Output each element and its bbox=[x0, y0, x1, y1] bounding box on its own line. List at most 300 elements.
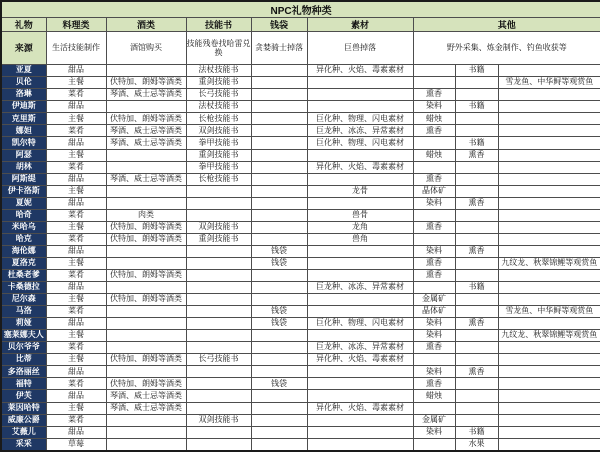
moneybag-cell bbox=[251, 209, 307, 221]
other-sub3-cell bbox=[498, 414, 600, 426]
other-sub2-cell bbox=[455, 390, 498, 402]
moneybag-cell bbox=[251, 366, 307, 378]
other-sub1-cell: 晶体矿 bbox=[413, 185, 455, 197]
other-sub2-cell bbox=[455, 125, 498, 137]
other-sub3-cell bbox=[498, 185, 600, 197]
material-cell bbox=[307, 378, 413, 390]
other-sub3-cell bbox=[498, 245, 600, 257]
other-sub1-cell: 熏香 bbox=[413, 257, 455, 269]
alcohol-cell bbox=[106, 161, 186, 173]
moneybag-cell bbox=[251, 294, 307, 306]
cooking-cell: 主餐 bbox=[46, 77, 106, 89]
cooking-cell: 菜肴 bbox=[46, 414, 106, 426]
table-title-row bbox=[1, 1, 600, 18]
cooking-cell: 甜品 bbox=[46, 318, 106, 330]
cooking-cell: 菜肴 bbox=[46, 233, 106, 245]
material-cell: 异化种、火焰、毒素素材 bbox=[307, 161, 413, 173]
skillbook-cell bbox=[186, 366, 251, 378]
skillbook-cell: 法杖技能书 bbox=[186, 65, 251, 77]
cooking-cell: 菜肴 bbox=[46, 306, 106, 318]
col-header-cooking: 料理类 bbox=[46, 18, 106, 32]
other-sub2-cell bbox=[455, 414, 498, 426]
table-row bbox=[1, 125, 600, 137]
cooking-cell: 主餐 bbox=[46, 330, 106, 342]
npc-name-cell: 贝尔爷爷 bbox=[1, 342, 46, 354]
material-cell bbox=[307, 426, 413, 438]
material-cell: 巨化种、物理、闪电素材 bbox=[307, 113, 413, 125]
other-sub1-cell: 染料 bbox=[413, 366, 455, 378]
skillbook-cell bbox=[186, 197, 251, 209]
npc-name-cell: 阿斯缇 bbox=[1, 173, 46, 185]
other-sub1-cell bbox=[413, 65, 455, 77]
moneybag-cell bbox=[251, 354, 307, 366]
table-title: NPC礼物种类 bbox=[1, 1, 600, 18]
skillbook-cell: 双剑技能书 bbox=[186, 414, 251, 426]
skillbook-cell bbox=[186, 378, 251, 390]
npc-name-cell: 米哈乌 bbox=[1, 221, 46, 233]
skillbook-cell bbox=[186, 270, 251, 282]
skillbook-cell: 长枪技能书 bbox=[186, 173, 251, 185]
skillbook-cell bbox=[186, 294, 251, 306]
npc-name-cell: 多洛丽丝 bbox=[1, 366, 46, 378]
skillbook-cell: 长弓技能书 bbox=[186, 89, 251, 101]
other-sub1-cell: 蜡烛 bbox=[413, 113, 455, 125]
moneybag-cell bbox=[251, 221, 307, 233]
other-sub3-cell bbox=[498, 438, 600, 451]
other-sub2-cell: 书籍 bbox=[455, 137, 498, 149]
alcohol-cell bbox=[106, 185, 186, 197]
skillbook-cell bbox=[186, 330, 251, 342]
skillbook-cell: 长枪技能书 bbox=[186, 113, 251, 125]
skillbook-cell bbox=[186, 245, 251, 257]
npc-name-cell: 莱因哈特 bbox=[1, 402, 46, 414]
alcohol-cell bbox=[106, 318, 186, 330]
col-header-alcohol: 酒类 bbox=[106, 18, 186, 32]
cooking-cell: 主餐 bbox=[46, 257, 106, 269]
col-header-moneybag: 钱袋 bbox=[251, 18, 307, 32]
cooking-cell: 甜品 bbox=[46, 245, 106, 257]
moneybag-cell bbox=[251, 113, 307, 125]
other-sub2-cell bbox=[455, 221, 498, 233]
cooking-cell: 甜品 bbox=[46, 282, 106, 294]
alcohol-cell: 肉类 bbox=[106, 209, 186, 221]
source-label-cell: 来源 bbox=[1, 32, 46, 65]
source-row bbox=[1, 32, 600, 65]
material-cell: 巨龙种、冰冻、异常素材 bbox=[307, 342, 413, 354]
material-cell bbox=[307, 366, 413, 378]
other-sub2-cell bbox=[455, 185, 498, 197]
alcohol-cell: 伏特加、朗姆等酒类 bbox=[106, 233, 186, 245]
table-row bbox=[1, 77, 600, 89]
moneybag-cell: 钱袋 bbox=[251, 245, 307, 257]
moneybag-cell bbox=[251, 173, 307, 185]
other-sub2-cell bbox=[455, 306, 498, 318]
skillbook-cell bbox=[186, 257, 251, 269]
cooking-cell: 菜肴 bbox=[46, 342, 106, 354]
moneybag-cell bbox=[251, 185, 307, 197]
moneybag-cell bbox=[251, 426, 307, 438]
other-sub1-cell bbox=[413, 438, 455, 451]
other-sub3-cell bbox=[498, 173, 600, 185]
other-sub2-cell bbox=[455, 89, 498, 101]
other-sub2-cell: 书籍 bbox=[455, 101, 498, 113]
alcohol-cell: 琴酒、威士忌等酒类 bbox=[106, 137, 186, 149]
other-sub2-cell bbox=[455, 270, 498, 282]
moneybag-cell bbox=[251, 197, 307, 209]
table-row bbox=[1, 221, 600, 233]
skillbook-cell: 重剑技能书 bbox=[186, 77, 251, 89]
alcohol-cell: 琴酒、威士忌等酒类 bbox=[106, 125, 186, 137]
npc-name-cell: 塞莱娜夫人 bbox=[1, 330, 46, 342]
cooking-cell: 菜肴 bbox=[46, 161, 106, 173]
table-row bbox=[1, 366, 600, 378]
skillbook-cell bbox=[186, 390, 251, 402]
skillbook-cell: 重剑技能书 bbox=[186, 149, 251, 161]
source-moneybag-cell: 贪婪骑士掉落 bbox=[251, 32, 307, 65]
skillbook-cell bbox=[186, 426, 251, 438]
npc-name-cell: 凯尔特 bbox=[1, 137, 46, 149]
alcohol-cell: 伏特加、朗姆等酒类 bbox=[106, 294, 186, 306]
other-sub2-cell: 熏香 bbox=[455, 245, 498, 257]
other-sub3-cell bbox=[498, 101, 600, 113]
other-sub2-cell bbox=[455, 161, 498, 173]
moneybag-cell bbox=[251, 402, 307, 414]
material-cell bbox=[307, 149, 413, 161]
table-row bbox=[1, 149, 600, 161]
cooking-cell: 菜肴 bbox=[46, 209, 106, 221]
cooking-cell: 主餐 bbox=[46, 149, 106, 161]
npc-name-cell: 艾薇儿 bbox=[1, 426, 46, 438]
moneybag-cell bbox=[251, 414, 307, 426]
npc-name-cell: 哈克 bbox=[1, 233, 46, 245]
other-sub3-cell bbox=[498, 354, 600, 366]
npc-name-cell: 比蒂 bbox=[1, 354, 46, 366]
moneybag-cell bbox=[251, 89, 307, 101]
skillbook-cell: 法杖技能书 bbox=[186, 101, 251, 113]
alcohol-cell: 伏特加、朗姆等酒类 bbox=[106, 270, 186, 282]
table-row bbox=[1, 390, 600, 402]
other-sub2-cell bbox=[455, 378, 498, 390]
other-sub2-cell bbox=[455, 402, 498, 414]
moneybag-cell: 钱袋 bbox=[251, 318, 307, 330]
other-sub1-cell bbox=[413, 161, 455, 173]
alcohol-cell bbox=[106, 197, 186, 209]
material-cell: 巨龙种、冰冻、异常素材 bbox=[307, 125, 413, 137]
source-other-cell: 野外采集、炼金制作、钓鱼收获等 bbox=[413, 32, 600, 65]
source-material-cell: 巨兽掉落 bbox=[307, 32, 413, 65]
other-sub3-cell: 雪龙鱼、中华鲟等观赏鱼 bbox=[498, 77, 600, 89]
material-cell bbox=[307, 294, 413, 306]
npc-name-cell: 杜桑老爹 bbox=[1, 270, 46, 282]
npc-name-cell: 伊迪斯 bbox=[1, 101, 46, 113]
other-sub3-cell: 九纹龙、秋翠锦鲤等观赏鱼 bbox=[498, 257, 600, 269]
moneybag-cell bbox=[251, 77, 307, 89]
col-header-material: 素材 bbox=[307, 18, 413, 32]
npc-name-cell: 卡桑德拉 bbox=[1, 282, 46, 294]
source-cooking-cell: 生活技能制作 bbox=[46, 32, 106, 65]
cooking-cell: 菜肴 bbox=[46, 125, 106, 137]
alcohol-cell: 琴酒、威士忌等酒类 bbox=[106, 402, 186, 414]
other-sub1-cell bbox=[413, 137, 455, 149]
npc-name-cell: 亚夏 bbox=[1, 65, 46, 77]
alcohol-cell bbox=[106, 65, 186, 77]
other-sub3-cell bbox=[498, 149, 600, 161]
material-cell bbox=[307, 306, 413, 318]
table-row bbox=[1, 89, 600, 101]
other-sub2-cell bbox=[455, 113, 498, 125]
other-sub1-cell bbox=[413, 209, 455, 221]
other-sub3-cell bbox=[498, 209, 600, 221]
cooking-cell: 甜品 bbox=[46, 101, 106, 113]
table-row bbox=[1, 101, 600, 113]
skillbook-cell: 长弓技能书 bbox=[186, 354, 251, 366]
other-sub2-cell bbox=[455, 354, 498, 366]
material-cell: 巨化种、物理、闪电素材 bbox=[307, 137, 413, 149]
other-sub1-cell: 晶体矿 bbox=[413, 306, 455, 318]
npc-name-cell: 夏洛克 bbox=[1, 257, 46, 269]
alcohol-cell: 伏特加、朗姆等酒类 bbox=[106, 354, 186, 366]
other-sub2-cell bbox=[455, 342, 498, 354]
npc-rows bbox=[1, 65, 600, 451]
moneybag-cell: 钱袋 bbox=[251, 257, 307, 269]
cooking-cell: 主餐 bbox=[46, 402, 106, 414]
moneybag-cell bbox=[251, 438, 307, 451]
cooking-cell: 草莓 bbox=[46, 438, 106, 451]
material-cell bbox=[307, 438, 413, 451]
table-row bbox=[1, 354, 600, 366]
material-cell bbox=[307, 89, 413, 101]
table-row bbox=[1, 161, 600, 173]
other-sub1-cell bbox=[413, 282, 455, 294]
cooking-cell: 甜品 bbox=[46, 65, 106, 77]
npc-name-cell: 克里斯 bbox=[1, 113, 46, 125]
skillbook-cell bbox=[186, 318, 251, 330]
other-sub1-cell: 熏香 bbox=[413, 125, 455, 137]
material-cell: 巨龙种、冰冻、异常素材 bbox=[307, 282, 413, 294]
npc-name-cell: 夏妮 bbox=[1, 197, 46, 209]
moneybag-cell: 钱袋 bbox=[251, 378, 307, 390]
other-sub2-cell bbox=[455, 294, 498, 306]
npc-name-cell: 胡林 bbox=[1, 161, 46, 173]
alcohol-cell bbox=[106, 282, 186, 294]
skillbook-cell bbox=[186, 342, 251, 354]
table-row bbox=[1, 318, 600, 330]
material-cell bbox=[307, 245, 413, 257]
cooking-cell: 甜品 bbox=[46, 137, 106, 149]
cooking-cell: 主餐 bbox=[46, 221, 106, 233]
moneybag-cell bbox=[251, 161, 307, 173]
cooking-cell: 主餐 bbox=[46, 113, 106, 125]
other-sub1-cell: 染料 bbox=[413, 330, 455, 342]
npc-name-cell: 洛琳 bbox=[1, 89, 46, 101]
alcohol-cell bbox=[106, 342, 186, 354]
skillbook-cell bbox=[186, 282, 251, 294]
alcohol-cell bbox=[106, 366, 186, 378]
other-sub1-cell: 蜡烛 bbox=[413, 390, 455, 402]
npc-name-cell: 伊卡洛斯 bbox=[1, 185, 46, 197]
moneybag-cell bbox=[251, 270, 307, 282]
cooking-cell: 甜品 bbox=[46, 366, 106, 378]
other-sub1-cell: 染料 bbox=[413, 245, 455, 257]
other-sub2-cell bbox=[455, 77, 498, 89]
table-row bbox=[1, 294, 600, 306]
npc-name-cell: 贝伦 bbox=[1, 77, 46, 89]
table-row bbox=[1, 414, 600, 426]
moneybag-cell bbox=[251, 330, 307, 342]
cooking-cell: 菜肴 bbox=[46, 378, 106, 390]
alcohol-cell bbox=[106, 426, 186, 438]
other-sub1-cell: 染料 bbox=[413, 426, 455, 438]
other-sub3-cell bbox=[498, 137, 600, 149]
skillbook-cell: 拳甲技能书 bbox=[186, 161, 251, 173]
skillbook-cell: 拳甲技能书 bbox=[186, 137, 251, 149]
other-sub2-cell: 熏香 bbox=[455, 318, 498, 330]
table-row bbox=[1, 245, 600, 257]
table-row bbox=[1, 426, 600, 438]
cooking-cell: 甜品 bbox=[46, 390, 106, 402]
npc-name-cell: 尼尔森 bbox=[1, 294, 46, 306]
cooking-cell: 菜肴 bbox=[46, 89, 106, 101]
source-skillbook-cell: 技能残卷找哈雷兑换 bbox=[186, 32, 251, 65]
other-sub3-cell: 九纹龙、秋翠锦鲤等观赏鱼 bbox=[498, 330, 600, 342]
other-sub1-cell: 金属矿 bbox=[413, 294, 455, 306]
cooking-cell: 甜品 bbox=[46, 426, 106, 438]
material-cell bbox=[307, 390, 413, 402]
other-sub2-cell: 书籍 bbox=[455, 65, 498, 77]
table-row bbox=[1, 257, 600, 269]
other-sub2-cell bbox=[455, 257, 498, 269]
skillbook-cell: 双剑技能书 bbox=[186, 221, 251, 233]
cooking-cell: 主餐 bbox=[46, 185, 106, 197]
alcohol-cell: 伏特加、朗姆等酒类 bbox=[106, 378, 186, 390]
other-sub1-cell: 熏香 bbox=[413, 270, 455, 282]
alcohol-cell: 琴酒、威士忌等酒类 bbox=[106, 390, 186, 402]
cooking-cell: 主餐 bbox=[46, 354, 106, 366]
npc-name-cell: 阿瑟 bbox=[1, 149, 46, 161]
other-sub3-cell bbox=[498, 65, 600, 77]
alcohol-cell bbox=[106, 306, 186, 318]
other-sub1-cell: 染料 bbox=[413, 197, 455, 209]
material-cell: 巨化种、物理、闪电素材 bbox=[307, 318, 413, 330]
npc-name-cell: 采采 bbox=[1, 438, 46, 451]
alcohol-cell bbox=[106, 245, 186, 257]
other-sub2-cell: 熏香 bbox=[455, 149, 498, 161]
material-cell: 异化种、火焰、毒素素材 bbox=[307, 65, 413, 77]
material-cell bbox=[307, 257, 413, 269]
table-row bbox=[1, 113, 600, 125]
moneybag-cell bbox=[251, 233, 307, 245]
other-sub3-cell bbox=[498, 89, 600, 101]
skillbook-cell bbox=[186, 438, 251, 451]
material-cell bbox=[307, 270, 413, 282]
other-sub3-cell bbox=[498, 197, 600, 209]
other-sub3-cell bbox=[498, 342, 600, 354]
alcohol-cell bbox=[106, 101, 186, 113]
other-sub3-cell bbox=[498, 221, 600, 233]
material-cell bbox=[307, 197, 413, 209]
other-sub2-cell: 书籍 bbox=[455, 282, 498, 294]
other-sub3-cell bbox=[498, 282, 600, 294]
npc-name-cell: 莉娅 bbox=[1, 318, 46, 330]
table-row bbox=[1, 342, 600, 354]
table-row bbox=[1, 197, 600, 209]
alcohol-cell: 伏特加、朗姆等酒类 bbox=[106, 221, 186, 233]
cooking-cell: 甜品 bbox=[46, 197, 106, 209]
other-sub1-cell bbox=[413, 233, 455, 245]
table-row bbox=[1, 65, 600, 77]
other-sub3-cell bbox=[498, 161, 600, 173]
moneybag-cell bbox=[251, 342, 307, 354]
other-sub2-cell bbox=[455, 330, 498, 342]
other-sub3-cell bbox=[498, 378, 600, 390]
skillbook-cell bbox=[186, 402, 251, 414]
table-row bbox=[1, 282, 600, 294]
other-sub1-cell bbox=[413, 402, 455, 414]
npc-name-cell: 海伦娜 bbox=[1, 245, 46, 257]
other-sub1-cell: 金属矿 bbox=[413, 414, 455, 426]
table-row bbox=[1, 378, 600, 390]
alcohol-cell bbox=[106, 330, 186, 342]
source-alcohol-cell: 酒馆购买 bbox=[106, 32, 186, 65]
moneybag-cell bbox=[251, 149, 307, 161]
material-cell: 异化种、火焰、毒素素材 bbox=[307, 354, 413, 366]
material-cell bbox=[307, 101, 413, 113]
other-sub3-cell bbox=[498, 318, 600, 330]
other-sub1-cell: 熏香 bbox=[413, 89, 455, 101]
other-sub3-cell bbox=[498, 366, 600, 378]
other-sub3-cell: 雪龙鱼、中华鲟等观赏鱼 bbox=[498, 306, 600, 318]
npc-name-cell: 马洛 bbox=[1, 306, 46, 318]
other-sub1-cell: 熏香 bbox=[413, 173, 455, 185]
table-row bbox=[1, 209, 600, 221]
other-sub1-cell: 熏香 bbox=[413, 221, 455, 233]
table-row bbox=[1, 402, 600, 414]
other-sub1-cell bbox=[413, 77, 455, 89]
alcohol-cell: 琴酒、威士忌等酒类 bbox=[106, 89, 186, 101]
alcohol-cell: 伏特加、朗姆等酒类 bbox=[106, 113, 186, 125]
other-sub2-cell: 熏香 bbox=[455, 366, 498, 378]
moneybag-cell bbox=[251, 137, 307, 149]
moneybag-cell bbox=[251, 282, 307, 294]
table-row bbox=[1, 270, 600, 282]
moneybag-cell bbox=[251, 101, 307, 113]
col-header-skillbook: 技能书 bbox=[186, 18, 251, 32]
npc-name-cell: 福特 bbox=[1, 378, 46, 390]
alcohol-cell bbox=[106, 438, 186, 451]
material-cell: 兽骨 bbox=[307, 209, 413, 221]
npc-name-cell: 伊芙 bbox=[1, 390, 46, 402]
material-cell bbox=[307, 330, 413, 342]
other-sub3-cell bbox=[498, 233, 600, 245]
other-sub1-cell: 熏香 bbox=[413, 342, 455, 354]
other-sub2-cell: 熏香 bbox=[455, 197, 498, 209]
material-cell: 龙角 bbox=[307, 221, 413, 233]
material-cell: 兽角 bbox=[307, 233, 413, 245]
other-sub3-cell bbox=[498, 402, 600, 414]
other-sub3-cell bbox=[498, 270, 600, 282]
alcohol-cell bbox=[106, 149, 186, 161]
table-row bbox=[1, 438, 600, 451]
alcohol-cell bbox=[106, 414, 186, 426]
material-cell bbox=[307, 173, 413, 185]
skillbook-cell bbox=[186, 209, 251, 221]
npc-name-cell: 哈奇 bbox=[1, 209, 46, 221]
material-cell: 异化种、火焰、毒素素材 bbox=[307, 402, 413, 414]
npc-name-cell: 威廉公爵 bbox=[1, 414, 46, 426]
cooking-cell: 菜肴 bbox=[46, 270, 106, 282]
other-sub1-cell bbox=[413, 354, 455, 366]
col-header-gift: 礼物 bbox=[1, 18, 46, 32]
